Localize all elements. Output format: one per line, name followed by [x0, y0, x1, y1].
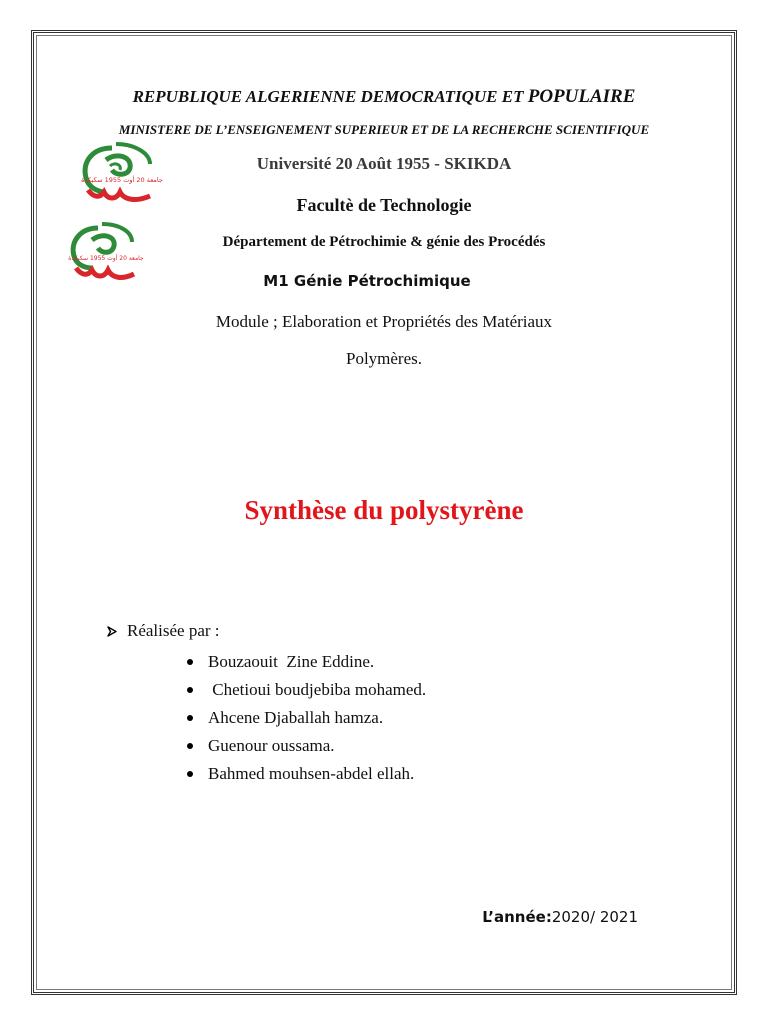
university-logo-arabic: جامعة 20 أوت 1955 سكيكدة	[68, 255, 144, 262]
authors-label: Réalisée par :	[127, 621, 220, 640]
arrow-bullet-icon	[107, 626, 117, 637]
bullet-icon	[187, 659, 193, 665]
list-item	[187, 648, 426, 676]
faculty-name: Facultè de Technologie	[296, 195, 472, 215]
list-item	[187, 704, 426, 732]
bullet-icon	[187, 687, 193, 693]
republic-heading	[0, 86, 768, 108]
republic-heading-tail: POPULAIRE	[527, 86, 636, 107]
author-name: Guenour oussama.	[208, 736, 335, 755]
authors-list	[187, 648, 426, 788]
author-name: Chetioui boudjebiba mohamed.	[208, 680, 427, 699]
author-name: Bahmed mouhsen-abdel ellah.	[208, 764, 415, 783]
bullet-icon	[187, 715, 193, 721]
list-item	[187, 760, 426, 788]
department-name: Département de Pétrochimie & génie des Procédés	[222, 234, 546, 250]
bullet-icon	[187, 743, 193, 749]
author-name: Bouzaouit Zine Eddine.	[208, 652, 375, 671]
list-item	[187, 732, 426, 760]
university-name: Université 20 Août 1955 - SKIKDA	[256, 154, 512, 173]
module-name: Module ; Elaboration et Propriétés des Matériaux	[215, 312, 553, 331]
year-value: 2020/ 2021	[551, 908, 638, 926]
author-name: Ahcene Djaballah hamza.	[208, 708, 384, 727]
republic-heading-main: REPUBLIQUE ALGERIENNE DEMOCRATIQUE ET	[132, 87, 528, 106]
module-name-continued: Polymères.	[345, 349, 423, 368]
year-label: L’année:	[482, 908, 552, 926]
authors-heading	[107, 621, 220, 641]
academic-year	[482, 908, 638, 926]
university-logo-arabic: جامعة 20 أوت 1955 سكيكدة	[81, 176, 163, 184]
program-name: M1 Génie Pétrochimique	[263, 272, 471, 290]
ministry-heading: MINISTERE DE L’ENSEIGNEMENT SUPERIEUR ET DE LA RECHERCHE SCIENTIFIQUE	[118, 122, 650, 137]
list-item	[187, 676, 426, 704]
bullet-icon	[187, 771, 193, 777]
document-title: Synthèse du polystyrène	[244, 495, 524, 525]
